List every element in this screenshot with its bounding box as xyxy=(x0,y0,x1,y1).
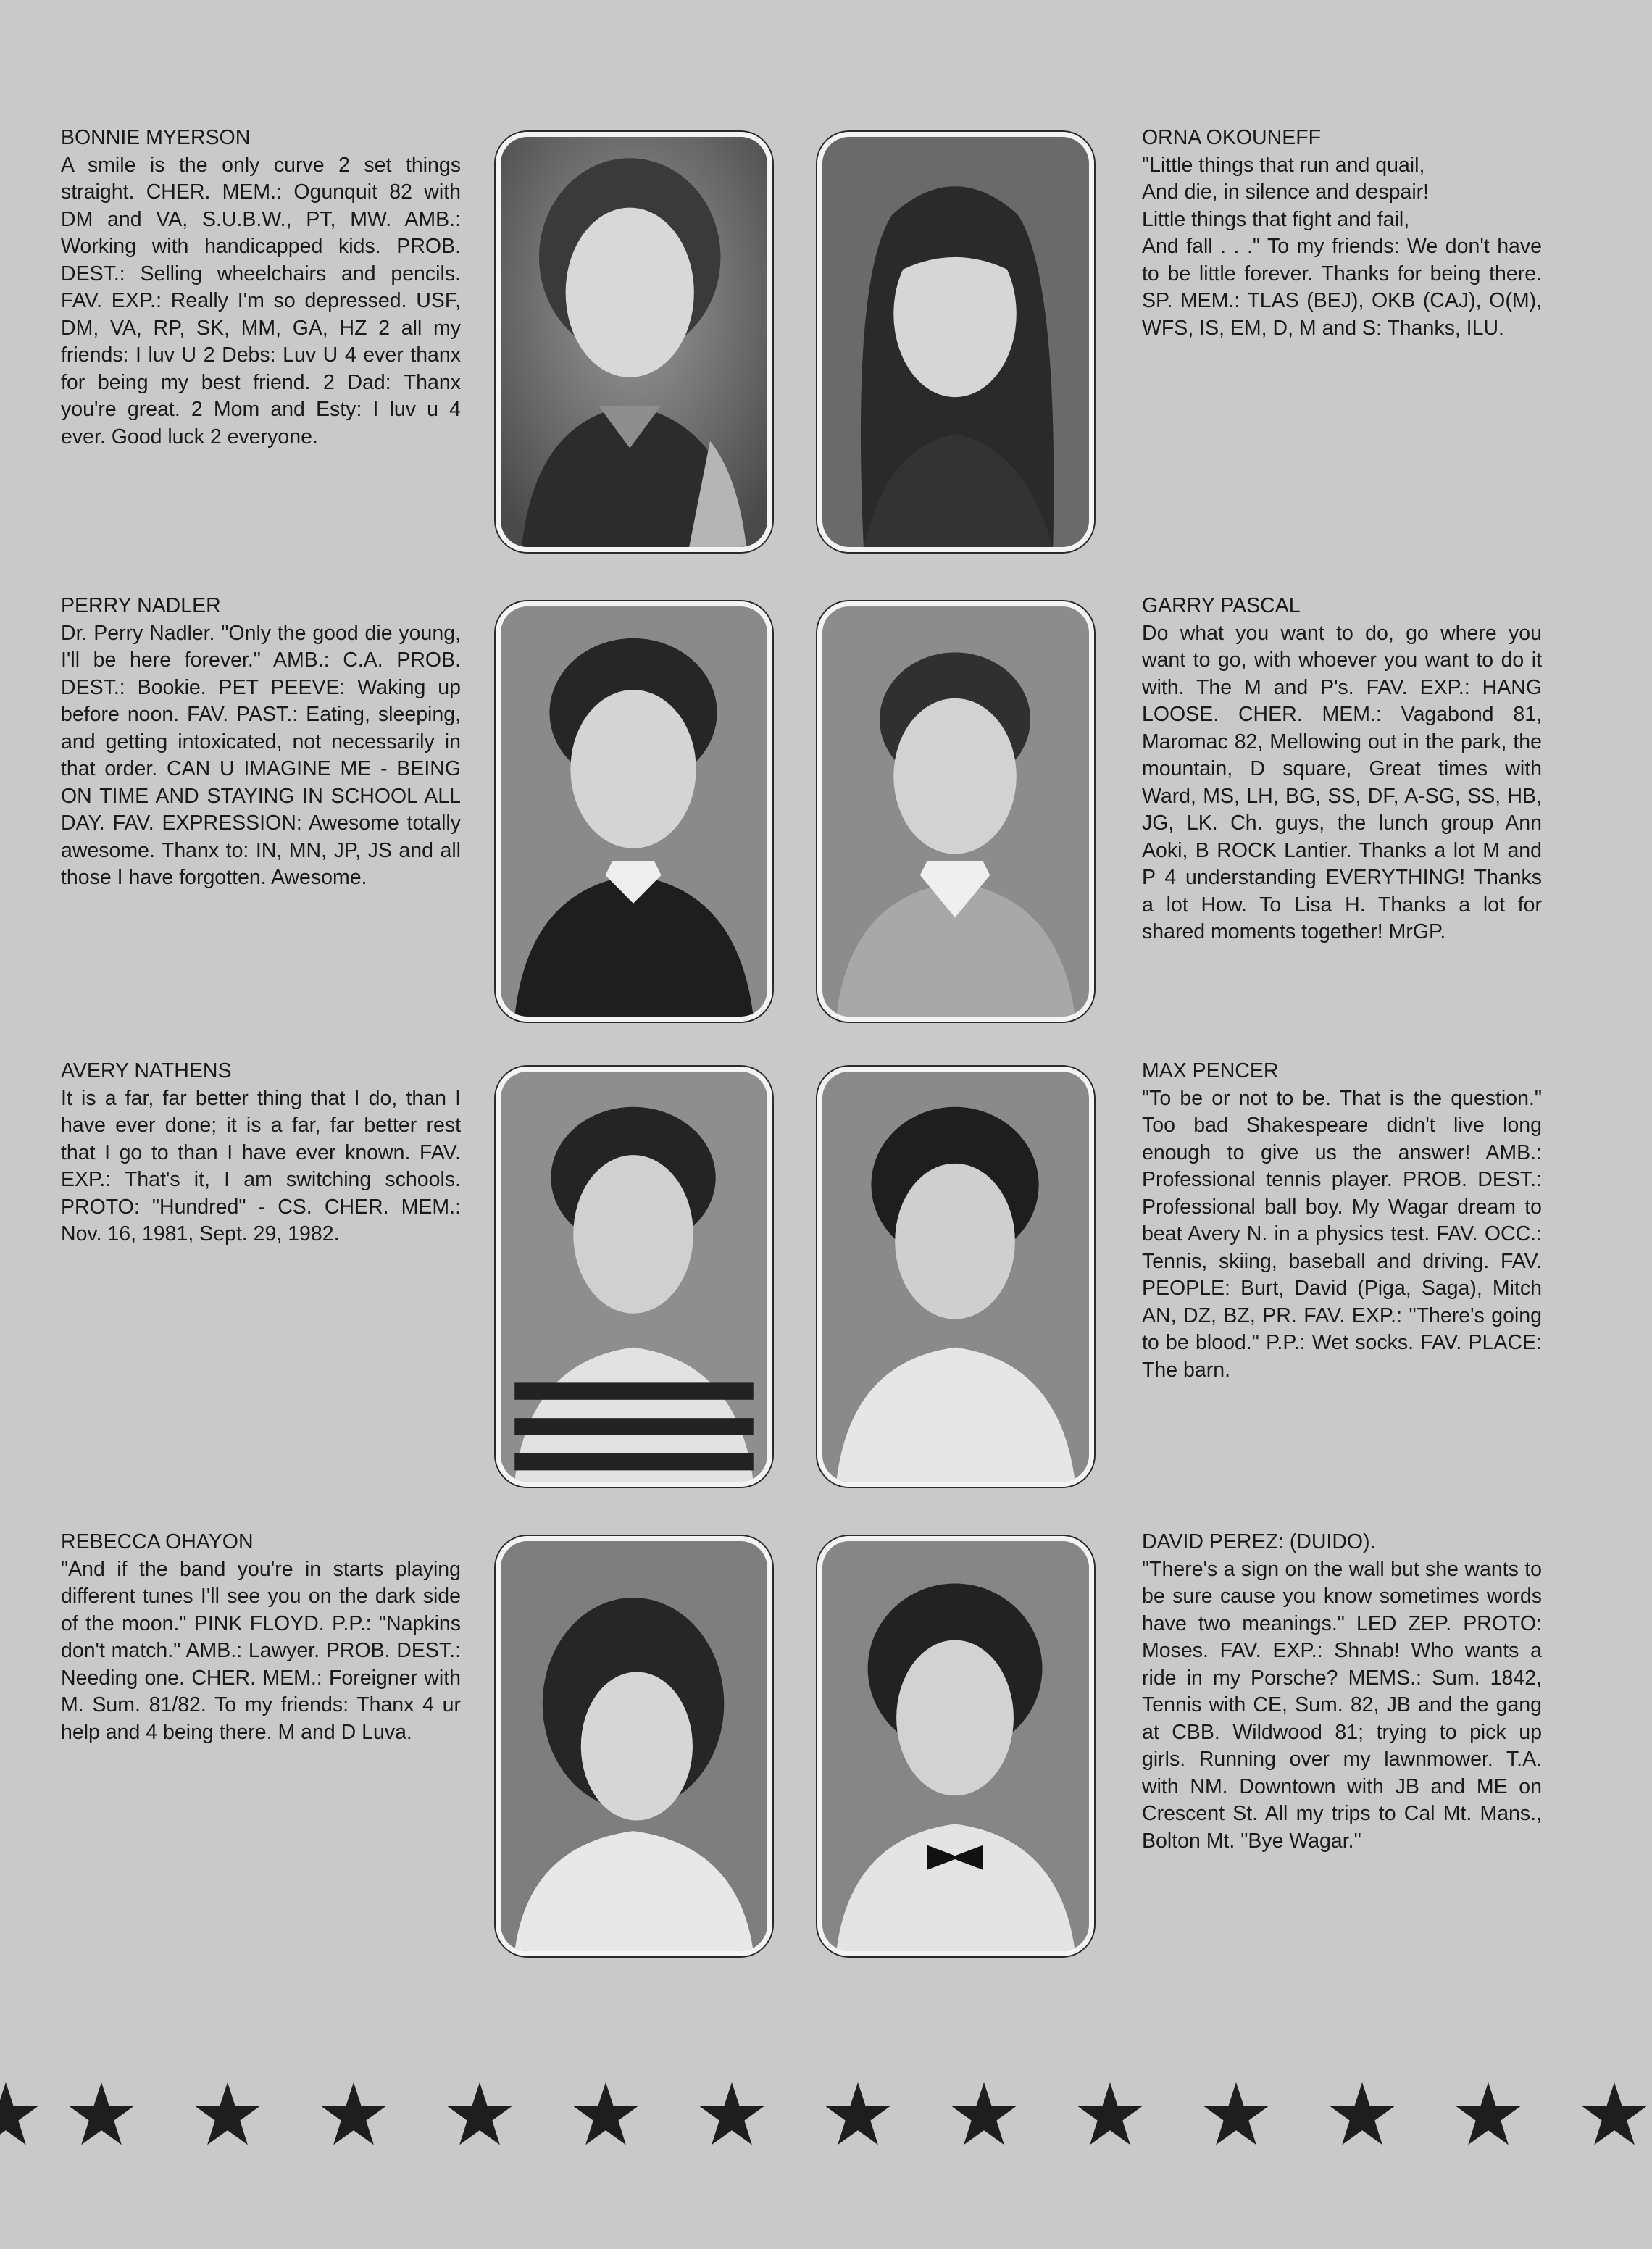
student-entry-bonnie-myerson xyxy=(61,125,461,451)
star-icon xyxy=(193,2079,262,2149)
star-icon xyxy=(0,2079,41,2149)
student-bio: "To be or not to be. That is the question." Too bad Shakespeare didn't live long enough to give us the answer! AMB.: Professional tennis player. PROB. DEST.: Professional ball boy. My Wagar dream to beat Avery N. in a physics test. FAV. OCC.: Tennis, skiing, baseball and driving. FAV. PEOPLE: Burt, David (Piga, Saga), Mitch AN, DZ, BZ, PR. FAV. EXP.: "There's going to be blood." P.P.: Wet socks. FAV. PLACE: The barn. xyxy=(1142,1086,1542,1382)
portrait-photo-perry-nadler xyxy=(496,601,772,1022)
student-entry-orna-okouneff xyxy=(1142,125,1542,342)
student-bio: "Little things that run and quail, And die, in silence and despair! Little things that fight and fail, And fall . . ." To my friends: We don't have to be little forever. Thanks for being there. SP. MEM.: TLAS (BEJ), OKB (CAJ), O(M), WFS, IS, EM, D, M and S: Thanks, ILU. xyxy=(1142,153,1542,340)
student-entry-rebecca-ohayon xyxy=(61,1529,461,1746)
star-icon xyxy=(445,2079,514,2149)
star-icon xyxy=(1075,2079,1145,2149)
star-icon xyxy=(1453,2079,1523,2149)
portrait-photo-garry-pascal xyxy=(817,601,1094,1022)
portrait-photo-avery-nathens xyxy=(496,1067,772,1487)
portrait-photo-bonnie-myerson xyxy=(496,132,772,552)
student-entry-perry-nadler xyxy=(61,593,461,892)
student-bio: Do what you want to do, go where you want to go, with whoever you want to do it with. The M and P's. FAV. EXP.: HANG LOOSE. CHER. MEM.: Vagabond 81, Maromac 82, Mellowing out in the park, the mountain, D square, Great times with Ward, MS, LH, BG, SS, DF, A-SG, SS, HB, JG, LK. Ch. guys, the lunch group Ann Aoki, B ROCK Lantier. Thanks a lot M and P 4 understanding EVERYTHING! Thanks a lot How. To Lisa H. Thanks a lot for shared moments together! MrGP. xyxy=(1142,621,1542,943)
student-name: GARRY PASCAL xyxy=(1142,594,1301,617)
student-bio: A smile is the only curve 2 set things straight. CHER. MEM.: Ogunquit 82 with DM and VA, S.U.B.W., PT, MW. AMB.: Working with handicapped kids. PROB. DEST.: Selling wheelchairs and pencils. FAV. EXP.: Really I'm so depressed. USF, DM, VA, RP, SK, MM, GA, HZ 2 all my friends: I luv U 2 Debs: Luv U 4 ever thanx for being my best friend. 2 Dad: Thanx you're great. 2 Mom and Esty: I luv u 4 ever. Good luck 2 everyone. xyxy=(61,153,461,448)
star-icon xyxy=(697,2079,767,2149)
star-icon xyxy=(1327,2079,1397,2149)
portrait-photo-rebecca-ohayon xyxy=(496,1536,772,1956)
student-name: DAVID PEREZ: (DUIDO). xyxy=(1142,1530,1376,1553)
portrait-photo-david-perez xyxy=(817,1536,1094,1956)
star-icon xyxy=(1580,2079,1649,2149)
student-bio: "And if the band you're in starts playing different tunes I'll see you on the dark side of the moon." PINK FLOYD. P.P.: "Napkins don't match." AMB.: Lawyer. PROB. DEST.: Needing one. CHER. MEM.: Foreigner with M. Sum. 81/82. To my friends: Thanx 4 ur help and 4 being there. M and D Luva. xyxy=(61,1557,461,1744)
student-name: BONNIE MYERSON xyxy=(61,126,251,149)
student-entry-avery-nathens xyxy=(61,1058,461,1248)
student-name: REBECCA OHAYON xyxy=(61,1530,254,1553)
student-entry-david-perez xyxy=(1142,1529,1542,1855)
student-name: PERRY NADLER xyxy=(61,594,221,617)
star-icon xyxy=(823,2079,893,2149)
student-name: AVERY NATHENS xyxy=(61,1059,232,1082)
student-entry-max-pencer xyxy=(1142,1058,1542,1384)
student-name: ORNA OKOUNEFF xyxy=(1142,126,1322,149)
star-icon xyxy=(319,2079,388,2149)
star-border xyxy=(0,2079,1652,2159)
star-icon xyxy=(571,2079,641,2149)
student-entry-garry-pascal xyxy=(1142,593,1542,946)
portrait-photo-max-pencer xyxy=(817,1067,1094,1487)
portrait-photo-orna-okouneff xyxy=(817,132,1094,552)
star-icon xyxy=(1201,2079,1271,2149)
student-name: MAX PENCER xyxy=(1142,1059,1279,1082)
student-bio: "There's a sign on the wall but she wants to be sure cause you know sometimes words have two meanings." LED ZEP. PROTO: Moses. FAV. EXP.: Shnab! Who wants a ride in my Porsche? MEMS.: Sum. 1842, Tennis with CE, Sum. 82, JB and the gang at CBB. Wildwood 81; trying to pick up girls. Running over my lawnmower. T.A. with NM. Downtown with JB and ME on Crescent St. All my trips to Cal Mt. Mans., Bolton Mt. "Bye Wagar." xyxy=(1142,1557,1542,1853)
student-bio: It is a far, far better thing that I do, than I have ever done; it is a far, far better rest that I go to than I have ever known. FAV. EXP.: That's it, I am switching schools. PROTO: "Hundred" - CS. CHER. MEM.: Nov. 16, 1981, Sept. 29, 1982. xyxy=(61,1086,461,1245)
star-icon xyxy=(949,2079,1019,2149)
star-icon xyxy=(67,2079,136,2149)
student-bio: Dr. Perry Nadler. "Only the good die young, I'll be here forever." AMB.: C.A. PROB. DEST.: Bookie. PET PEEVE: Waking up before noon. FAV. PAST.: Eating, sleeping, and getting intoxicated, not necessarily in that order. CAN U IMAGINE ME - BEING ON TIME AND STAYING IN SCHOOL ALL DAY. FAV. EXPRESSION: Awesome totally awesome. Thanx to: IN, MN, JP, JS and all those I have forgotten. Awesome. xyxy=(61,621,461,889)
